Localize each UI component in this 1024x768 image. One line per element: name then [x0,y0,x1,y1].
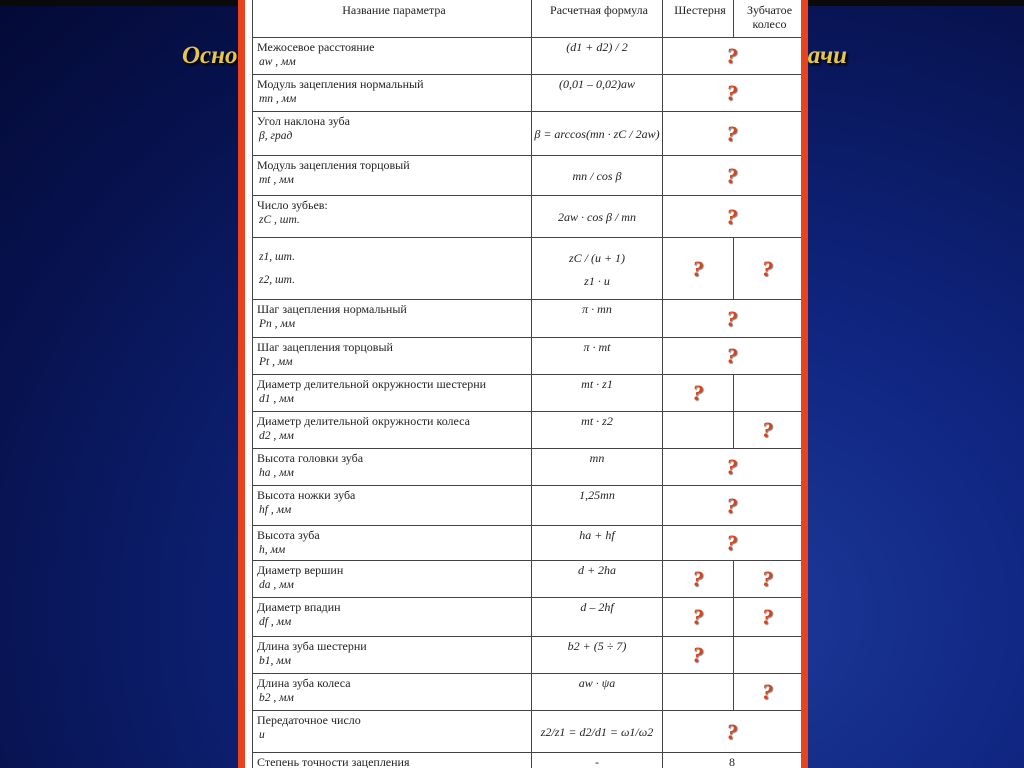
formula-cell [532,300,663,338]
answer-cell [663,112,802,156]
formula-text: b2 + (5 ÷ 7) [567,639,627,653]
param-name: Модуль зацепления торцовый [257,158,410,172]
answer-cell [663,300,802,338]
param-cell [253,338,532,375]
formula-text: β = arccos(mn · zC / 2aw) [534,127,660,141]
table-row [253,300,802,338]
formula-text: z2/z1 = d2/d1 = ω1/ω2 [540,725,654,739]
formula-cell [532,753,663,768]
gear-answer-cell [663,375,734,412]
question-mark: ? [762,255,773,281]
formula-cell [532,711,663,753]
formula-text: (0,01 – 0,02)aw [559,77,635,91]
table-row [253,75,802,112]
question-mark: ? [762,679,773,704]
param-cell [253,196,532,238]
param-cell [253,112,532,156]
formula-cell [532,196,663,238]
formula-text: d + 2ha [577,563,617,577]
param-cell [253,375,532,412]
answer-cell [663,156,802,196]
question-mark: ? [692,380,704,405]
param-name: Высота зуба [257,528,320,542]
table-row [253,486,802,526]
wheel-answer-cell [734,238,802,300]
param-symbol: Pt , мм [259,356,293,368]
param-symbol: aw , мм [259,56,296,68]
param-cell [253,238,532,300]
formula-text: d – 2hf [580,600,614,614]
formula-cell [532,238,663,300]
param-name: Межосевое расстояние [257,40,375,54]
wheel-answer-cell [734,561,802,598]
gear-answer-cell [663,412,734,449]
formula-cell [532,75,663,112]
param-name: Передаточное число [257,713,361,727]
formula-text: (d1 + d2) / 2 [566,40,628,54]
question-mark: ? [692,604,704,629]
param-symbol: z2, шт. [259,273,295,286]
question-mark: ? [762,604,773,629]
answer-cell [663,38,802,75]
formula-text: mt · z2 [581,414,613,428]
question-mark: ? [726,43,738,68]
answer-cell [663,711,802,753]
formula-cell [532,637,663,674]
param-symbol: β, град [259,130,293,142]
param-name: Диаметр впадин [257,600,341,614]
param-cell [253,75,532,112]
param-cell [253,156,532,196]
slide-title-right: ачи [807,42,847,69]
question-mark: ? [726,80,738,105]
answer-cell [663,75,802,112]
formula-cell [532,598,663,637]
formula-cell [532,38,663,75]
gear-answer-cell [663,598,734,637]
formula-cell [532,561,663,598]
table-row [253,449,802,486]
answer-cell [663,196,802,238]
answer-cell [663,449,802,486]
param-cell [253,412,532,449]
parameters-table [252,0,802,768]
param-name: Диаметр делительной окружности колеса [257,414,470,428]
table-row [253,238,802,300]
param-name: Число зубьев: [257,198,328,212]
table-row [253,156,802,196]
param-name: Степень точности зацепления [257,755,410,768]
question-mark: ? [726,492,738,518]
formula-text: 1,25mn [579,488,615,502]
formula-cell [532,375,663,412]
table-row [253,196,802,238]
param-cell [253,526,532,561]
wheel-answer-cell [734,598,802,637]
param-name: Шаг зацепления нормальный [257,302,407,316]
table-row [253,598,802,637]
header-row [253,0,802,38]
header-gear: Шестерня [663,0,734,38]
table-row [253,561,802,598]
param-name: z1, шт. [259,250,295,263]
question-mark: ? [726,305,738,331]
param-name: Высота ножки зуба [257,488,356,502]
formula-text: 2aw · cos β / mn [558,210,636,224]
answer-cell [663,526,802,561]
answer-cell [663,338,802,375]
header-param: Название параметра [253,0,532,38]
question-mark: ? [726,162,738,188]
formula-text: π · mn [582,302,612,316]
param-symbol: b1, мм [259,655,291,667]
wheel-answer-cell [734,375,802,412]
question-mark: ? [692,566,704,591]
param-cell [253,674,532,711]
param-name: Диаметр делительной окружности шестерни [257,377,487,391]
formula-text: mn / cos β [572,169,622,183]
question-mark: ? [726,120,738,146]
wheel-answer-cell [734,637,802,674]
table-row [253,38,802,75]
table-row [253,112,802,156]
gear-answer-cell [663,674,734,711]
table-row [253,753,802,768]
answer-cell [663,486,802,526]
question-mark: ? [726,203,738,229]
parameter-sheet [238,0,808,768]
formula-cell [532,338,663,375]
value-cell [663,753,802,768]
table-row [253,637,802,674]
formula-text: mn [589,451,605,465]
slide-title-left: Осно [182,42,238,69]
param-symbol: d1 , мм [259,393,294,405]
param-symbol: hf , мм [259,504,292,516]
formula-cell [532,412,663,449]
table-row [253,674,802,711]
formula-text: mt · z1 [581,377,613,391]
formula-text: ha + hf [579,528,615,542]
question-mark: ? [762,566,773,591]
param-cell [253,486,532,526]
accuracy-value: 8 [729,755,735,768]
gear-answer-cell [663,637,734,674]
param-cell [253,38,532,75]
formula-cell [532,156,663,196]
table-row [253,375,802,412]
param-name: Шаг зацепления торцовый [257,340,393,354]
param-name: Длина зуба шестерни [257,639,367,653]
question-mark: ? [726,454,738,479]
param-cell [253,753,532,768]
param-symbol: d2 , мм [259,430,294,442]
param-symbol: mt , мм [259,174,294,186]
header-wheel: Зубчатое колесо [734,0,802,38]
param-name: Высота головки зуба [257,451,364,465]
param-name: Угол наклона зуба [257,114,350,128]
param-symbol: b2 , мм [259,692,294,704]
question-mark: ? [692,255,704,281]
wheel-answer-cell [734,412,802,449]
question-mark: ? [726,718,738,744]
param-symbol: ha , мм [259,467,294,479]
formula-cell [532,674,663,711]
param-symbol: mn , мм [259,93,297,105]
table-row [253,711,802,753]
param-cell [253,637,532,674]
formula-cell [532,526,663,561]
param-symbol: u [259,729,265,741]
param-cell [253,449,532,486]
formula-cell [532,486,663,526]
formula-cell [532,112,663,156]
table-row [253,526,802,561]
formula-text-2: z1 · u [584,273,610,288]
header-formula: Расчетная формула [532,0,663,38]
formula-text: aw · ψa [578,676,616,690]
param-cell [253,711,532,753]
param-cell [253,561,532,598]
question-mark: ? [762,417,773,442]
table-row [253,412,802,449]
formula-text: π · mt [583,340,611,354]
formula-cell [532,449,663,486]
param-name: Модуль зацепления нормальный [257,77,424,91]
question-mark: ? [726,530,738,555]
param-cell [253,598,532,637]
formula-text: zC / (u + 1) [568,250,626,265]
param-name: Диаметр вершин [257,563,344,577]
table-row [253,338,802,375]
param-symbol: da , мм [259,579,294,591]
param-symbol: zC , шт. [259,214,300,226]
formula-text: - [595,755,599,768]
param-symbol: h, мм [259,544,286,556]
wheel-answer-cell [734,674,802,711]
param-cell [253,300,532,338]
question-mark: ? [726,343,738,368]
param-symbol: Pn , мм [259,318,296,330]
gear-answer-cell [663,238,734,300]
gear-answer-cell [663,561,734,598]
question-mark: ? [692,642,704,667]
param-name: Длина зуба колеса [257,676,351,690]
param-symbol: df , мм [259,616,292,628]
